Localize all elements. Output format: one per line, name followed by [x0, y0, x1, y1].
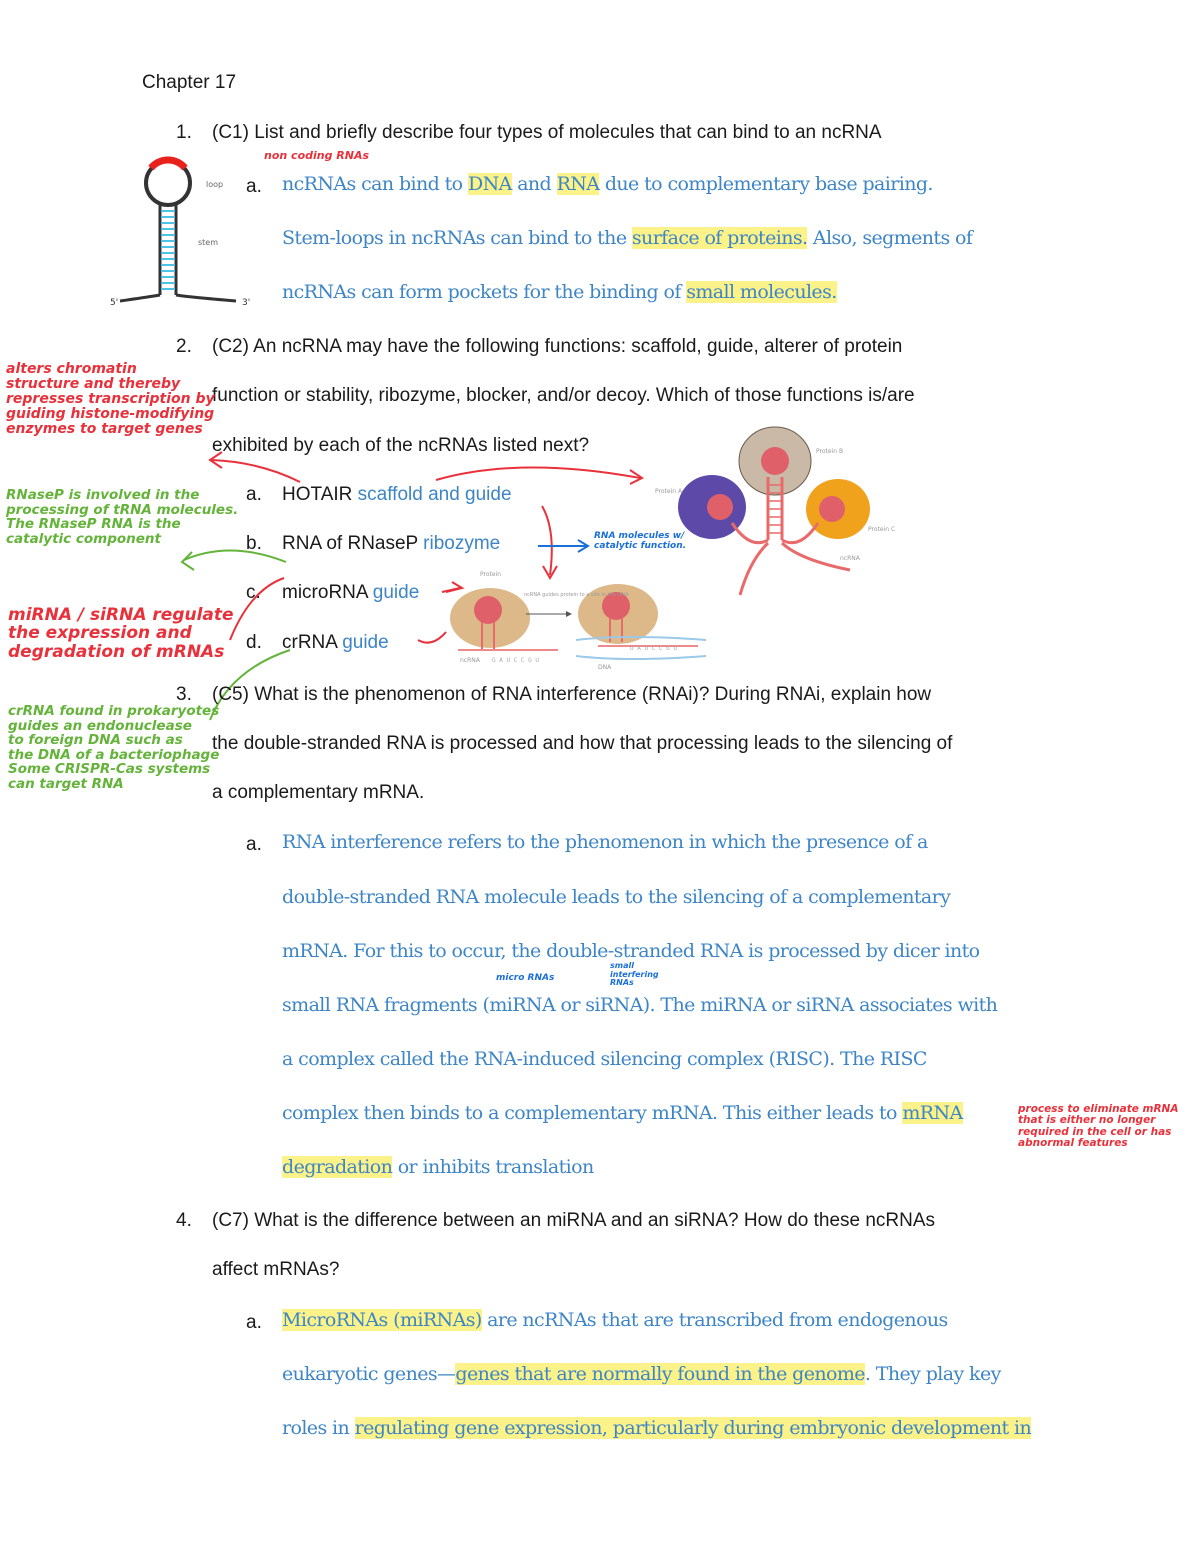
note-rnasep: RNaseP is involved in the processing of tRNA molecules. The RNaseP RNA is the catalytic component — [6, 487, 239, 547]
note-micro-rnas: micro RNAs — [496, 973, 555, 983]
protein-b-label: Protein B — [816, 448, 844, 455]
stem-label: stem — [198, 238, 219, 247]
guide-seq-left: G A U C C G U — [492, 657, 539, 664]
q2b-letter: b. — [246, 533, 262, 554]
q3-line3: a complementary mRNA. — [212, 782, 425, 803]
five-prime-label: 5' — [110, 298, 119, 308]
q1a-line1: ncRNAs can bind to DNA and RNA due to complementary base pairing. — [282, 173, 933, 195]
guide-seq-right: G A U C C G U — [630, 645, 677, 652]
annotation-noncoding: non coding RNAs — [264, 149, 370, 162]
guide-ncrna-label: ncRNA — [460, 657, 480, 664]
q1a-line2: Stem-loops in ncRNAs can bind to the surface of proteins. Also, segments of — [282, 227, 973, 249]
note-degradation: process to eliminate mRNA that is either no longer required in the cell or has abnormal features — [1018, 1103, 1179, 1149]
q4-line2: affect mRNAs? — [212, 1259, 340, 1280]
page-title: Chapter 17 — [142, 72, 237, 93]
q4-line1: (C7) What is the difference between an miRNA and an siRNA? How do these ncRNAs — [212, 1210, 936, 1231]
guide-dna-label: DNA — [598, 664, 612, 671]
q1-text: (C1) List and briefly describe four types of molecules that can bind to an ncRNA — [212, 122, 882, 143]
q3a-line5: a complex called the RNA-induced silencing complex (RISC). The RISC — [282, 1048, 927, 1070]
q2d-letter: d. — [246, 632, 262, 653]
q2-line1: (C2) An ncRNA may have the following functions: scaffold, guide, alterer of protein — [212, 336, 903, 357]
q2-number: 2. — [176, 336, 192, 357]
protein-c-label: Protein C — [868, 526, 896, 533]
q3a-line6: complex then binds to a complementary mRNA. This either leads to mRNA — [282, 1102, 963, 1124]
q2a-letter: a. — [246, 484, 262, 505]
q1a-line3: ncRNAs can form pockets for the binding of small molecules. — [282, 281, 837, 303]
q2-line2: function or stability, ribozyme, blocker, and/or decoy. Which of those functions is/are — [212, 385, 915, 406]
ncrna-label: ncRNA — [840, 555, 860, 562]
q2-line3: exhibited by each of the ncRNAs listed next? — [212, 435, 590, 456]
q4a-line2: eukaryotic genes—genes that are normally found in the genome. They play key — [282, 1363, 1001, 1385]
q3a-line3: mRNA. For this to occur, the double-stranded RNA is processed by dicer into — [282, 940, 980, 962]
note-small-interfering: small interfering RNAs — [610, 961, 659, 988]
q3a-line7: degradation or inhibits translation — [282, 1156, 594, 1178]
protein-a-label: Protein A — [655, 488, 683, 495]
q2c-letter: c. — [246, 582, 261, 603]
q4a-letter: a. — [246, 1312, 262, 1333]
note-hotair: alters chromatin structure and thereby represses transcription by guiding histone-modifying enzymes to target genes — [6, 361, 215, 438]
q2c-item: microRNA guide — [282, 582, 420, 603]
q4-number: 4. — [176, 1210, 192, 1231]
q1a-letter: a. — [246, 176, 262, 197]
q2b-item: RNA of RNaseP ribozyme — [282, 533, 501, 554]
q3-number: 3. — [176, 684, 192, 705]
q3a-line1: RNA interference refers to the phenomenon in which the presence of a — [282, 831, 928, 853]
note-crrna: crRNA found in prokaryotes guides an endonuclease to foreign DNA such as the DNA of a bacteriophage Some CRISPR-Cas systems can target RNA — [8, 703, 220, 792]
q3a-line2: double-stranded RNA molecule leads to the silencing of a complementary — [282, 886, 951, 908]
loop-label: loop — [206, 180, 224, 189]
q2a-item: HOTAIR scaffold and guide — [282, 484, 512, 505]
three-prime-label: 3' — [242, 298, 251, 308]
q4a-line1: MicroRNAs (miRNAs) are ncRNAs that are transcribed from endogenous — [282, 1309, 948, 1331]
note-ribozyme: RNA molecules w/ catalytic function. — [594, 531, 687, 551]
q3a-letter: a. — [246, 834, 262, 855]
q4a-line3: roles in regulating gene expression, particularly during embryonic development in — [282, 1417, 1032, 1439]
guide-protein-label: Protein — [480, 571, 502, 578]
q3-line1: (C5) What is the phenomenon of RNA interference (RNAi)? During RNAi, explain how — [212, 684, 932, 705]
guide-caption: ncRNA guides protein to a site in the DNA — [524, 592, 629, 598]
q1-number: 1. — [176, 122, 192, 143]
q2d-item: crRNA guide — [282, 632, 389, 653]
note-mirna: miRNA / siRNA regulate the expression and degradation of mRNAs — [8, 605, 234, 662]
q3a-line4: small RNA fragments (miRNA or siRNA). The miRNA or siRNA associates with — [282, 994, 998, 1016]
q3-line2: the double-stranded RNA is processed and how that processing leads to the silencing of — [212, 733, 953, 754]
